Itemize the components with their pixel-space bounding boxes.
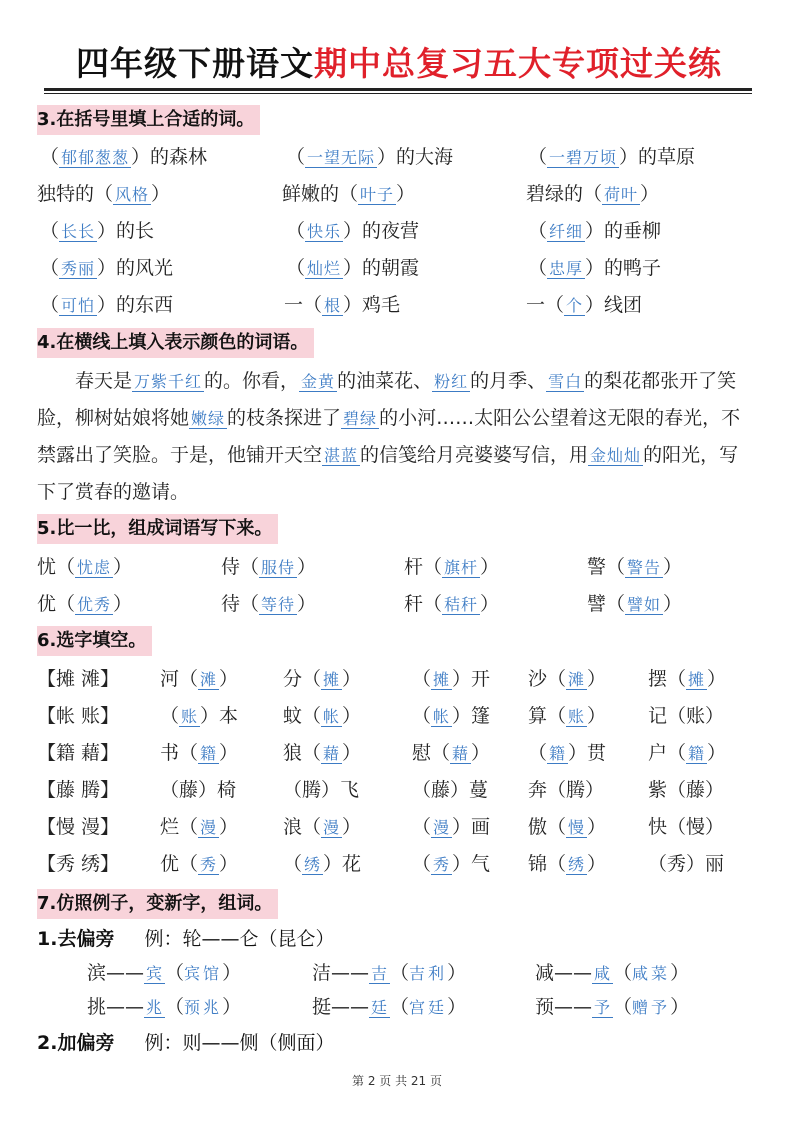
- item-prefix: （: [286, 146, 306, 168]
- item-prefix: 紫（藤）: [648, 779, 725, 801]
- item-prefix: 狼（: [283, 742, 322, 764]
- exercise-row: [0, 992, 794, 1022]
- answer-text: 快乐: [307, 222, 342, 241]
- fill-item: [528, 701, 606, 732]
- item-suffix: ）: [480, 593, 500, 615]
- fill-item: [40, 142, 207, 173]
- answer-text: 旗杆: [444, 558, 479, 577]
- exercise-row: [0, 849, 794, 879]
- item-prefix: 快（慢）: [648, 816, 725, 838]
- answer-text: 兆: [146, 998, 164, 1017]
- item-prefix: （: [40, 294, 60, 316]
- item-suffix: ）: [587, 705, 607, 727]
- fill-item: [648, 664, 726, 695]
- item-prefix: （: [40, 146, 60, 168]
- fill-item: [528, 849, 606, 880]
- fill-item: [286, 253, 419, 284]
- item-prefix: （: [412, 705, 432, 727]
- item-prefix: 譬（: [587, 593, 626, 615]
- answer-text: 等待: [261, 595, 296, 614]
- answer-text: 服侍: [261, 558, 296, 577]
- item-prefix: （秀）丽: [648, 853, 725, 875]
- subsection-label: 2.加偏旁: [37, 1032, 115, 1054]
- fill-item: [283, 775, 359, 805]
- item-suffix: ）: [219, 816, 239, 838]
- answer-text: 粉红: [434, 372, 469, 391]
- item-prefix: 傲（: [528, 816, 567, 838]
- exercise-row: [0, 179, 794, 209]
- item-text: （: [390, 962, 410, 984]
- fill-item: [412, 775, 488, 805]
- item-suffix: ）: [219, 742, 239, 764]
- exercise-row: [0, 589, 794, 619]
- item-suffix: ）画: [452, 816, 491, 838]
- fill-item: [648, 701, 724, 731]
- answer-text: 账: [568, 707, 586, 726]
- fill-item: [283, 738, 361, 769]
- fill-item: [283, 664, 361, 695]
- fill-item: [528, 775, 604, 805]
- fill-item: [283, 701, 361, 732]
- item-suffix: ）: [342, 742, 362, 764]
- item-prefix: 分（: [283, 668, 322, 690]
- item-suffix: ）: [342, 705, 362, 727]
- example-text: 例：则——侧（侧面）: [144, 1032, 335, 1054]
- item-suffix: ）鸡毛: [343, 294, 401, 316]
- item-prefix: （: [286, 257, 306, 279]
- section-3-heading: 3.在括号里填上合适的词。: [37, 105, 260, 135]
- item-prefix: 秆（: [404, 593, 443, 615]
- item-text: （: [390, 996, 410, 1018]
- item-prefix: 独特的（: [37, 183, 114, 205]
- item-suffix: ）: [396, 183, 416, 205]
- fill-item: [526, 290, 642, 321]
- fill-item: [528, 738, 606, 769]
- item-suffix: ）开: [452, 668, 491, 690]
- answer-text: 雪白: [548, 372, 583, 391]
- fill-item: [40, 216, 154, 247]
- answer-text: 摊: [323, 670, 341, 689]
- item-suffix: ）: [297, 593, 317, 615]
- item-text: 滨——: [87, 962, 145, 984]
- char-pair-label: [37, 701, 119, 731]
- exercise-row: [0, 253, 794, 283]
- item-prefix: 【秀 绣】: [37, 853, 120, 875]
- paragraph-text: 的油菜花、: [337, 370, 433, 392]
- item-text: ）: [670, 996, 690, 1018]
- fill-item: [648, 738, 726, 769]
- section-7-heading: 7.仿照例子，变新字，组词。: [37, 889, 278, 919]
- item-text: 挑——: [87, 996, 145, 1018]
- paragraph-text: 春天是: [75, 370, 133, 392]
- answer-text: 慢: [568, 818, 586, 837]
- fill-item: [283, 849, 361, 880]
- exercise-row: [0, 664, 794, 694]
- fill-item: [40, 290, 173, 321]
- item-text: ）: [447, 962, 467, 984]
- item-prefix: （: [412, 668, 432, 690]
- item-prefix: 沙（: [528, 668, 567, 690]
- item-suffix: ）花: [323, 853, 362, 875]
- example-text: 例：轮——仑（昆仑）: [144, 928, 335, 950]
- item-prefix: （: [528, 742, 548, 764]
- item-text: （: [613, 962, 633, 984]
- item-prefix: 书（: [160, 742, 199, 764]
- item-suffix: ）: [342, 668, 362, 690]
- paragraph-text: 的枝条探进了: [227, 407, 342, 429]
- item-prefix: 优（: [37, 593, 76, 615]
- item-prefix: （: [160, 705, 180, 727]
- exercise-row: [0, 142, 794, 172]
- item-suffix: ）本: [200, 705, 239, 727]
- answer-text: 绣: [304, 855, 322, 874]
- item-text: 减——: [535, 962, 593, 984]
- item-prefix: 浪（: [283, 816, 322, 838]
- fill-item: [412, 849, 490, 880]
- item-prefix: 一（: [526, 294, 565, 316]
- item-suffix: ）: [587, 668, 607, 690]
- fill-item: [587, 552, 682, 583]
- answer-text: 秸秆: [444, 595, 479, 614]
- item-text: （: [165, 996, 185, 1018]
- page-number: 第 2 页 共 21 页: [352, 1074, 442, 1088]
- item-prefix: 记（账）: [648, 705, 725, 727]
- item-prefix: （: [286, 220, 306, 242]
- char-pair-label: [37, 664, 119, 694]
- fill-item: [528, 216, 661, 247]
- char-pair-label: [37, 812, 119, 842]
- item-prefix: 慰（: [412, 742, 451, 764]
- item-prefix: （: [40, 220, 60, 242]
- answer-text: 万紫千红: [134, 372, 203, 391]
- answer-text: 可怕: [61, 296, 96, 315]
- char-transform-item: [312, 958, 466, 989]
- fill-item: [587, 589, 682, 620]
- exercise-row: [0, 552, 794, 582]
- section-5-heading: 5.比一比，组成词语写下来。: [37, 514, 278, 544]
- page-title: [44, 42, 754, 86]
- char-transform-item: [535, 992, 689, 1023]
- item-prefix: 【摊 滩】: [37, 668, 120, 690]
- exercise-row: [0, 812, 794, 842]
- answer-text: 湛蓝: [324, 446, 359, 465]
- answer-text: 灿烂: [307, 259, 342, 278]
- item-suffix: ）: [113, 593, 133, 615]
- item-suffix: ）: [113, 556, 133, 578]
- item-suffix: ）贯: [568, 742, 607, 764]
- item-prefix: （: [412, 816, 432, 838]
- fill-item: [648, 849, 724, 879]
- item-text: （: [165, 962, 185, 984]
- answer-text: 吉利: [409, 964, 448, 983]
- item-suffix: ）的鸭子: [585, 257, 662, 279]
- fill-item: [412, 812, 490, 843]
- fill-item: [648, 775, 724, 805]
- item-prefix: 【籍 藉】: [37, 742, 120, 764]
- answer-text: 藉: [452, 744, 470, 763]
- answer-text: 宾: [146, 964, 164, 983]
- item-text: 挺——: [312, 996, 370, 1018]
- answer-text: 账: [181, 707, 199, 726]
- item-prefix: 待（: [221, 593, 260, 615]
- char-transform-item: [87, 958, 241, 989]
- paragraph-text: 的阳光，写下了赏春的邀请。: [37, 444, 739, 503]
- item-suffix: ）篷: [452, 705, 491, 727]
- answer-text: 金灿灿: [590, 446, 642, 465]
- title-part-red: 期中总复习五大专项过关练: [314, 44, 722, 83]
- char-transform-item: [535, 958, 689, 989]
- fill-item: [283, 812, 361, 843]
- item-prefix: 碧绿的（: [526, 183, 603, 205]
- answer-text: 譬如: [627, 595, 662, 614]
- char-pair-label: [37, 775, 119, 805]
- answer-text: 秀: [433, 855, 451, 874]
- answer-text: 咸菜: [632, 964, 671, 983]
- fill-item: [160, 775, 236, 805]
- fill-item: [286, 216, 419, 247]
- answer-text: 宾馆: [184, 964, 223, 983]
- answer-text: 绣: [568, 855, 586, 874]
- answer-text: 碧绿: [343, 409, 378, 428]
- answer-text: 滩: [568, 670, 586, 689]
- answer-text: 摊: [688, 670, 706, 689]
- item-prefix: 优（: [160, 853, 199, 875]
- fill-item: [160, 812, 238, 843]
- item-prefix: 侍（: [221, 556, 260, 578]
- item-prefix: 蚊（: [283, 705, 322, 727]
- answer-text: 叶子: [360, 185, 395, 204]
- item-suffix: ）的朝霞: [343, 257, 420, 279]
- item-prefix: （: [283, 853, 303, 875]
- fill-item: [284, 290, 400, 321]
- item-suffix: ）: [640, 183, 660, 205]
- paragraph-text: 的信笺给月亮婆婆写信，用: [360, 444, 589, 466]
- fill-item: [160, 664, 238, 695]
- answer-text: 警告: [627, 558, 662, 577]
- answer-text: 漫: [200, 818, 218, 837]
- answer-text: 忠厚: [549, 259, 584, 278]
- answer-text: 一碧万顷: [549, 148, 618, 167]
- item-prefix: （腾）飞: [283, 779, 360, 801]
- exercise-row: [0, 958, 794, 988]
- item-prefix: 忧（: [37, 556, 76, 578]
- answer-text: 秀丽: [61, 259, 96, 278]
- item-prefix: （: [412, 853, 432, 875]
- item-prefix: 奔（腾）: [528, 779, 605, 801]
- paragraph-text: 的小河……太阳公公望着这无限的春光，不禁露出了笑脸。于是，他铺开天空: [37, 407, 741, 466]
- answer-text: 廷: [371, 998, 389, 1017]
- subsection-label: 1.去偏旁: [37, 928, 115, 950]
- exercise-row: [0, 701, 794, 731]
- answer-text: 籍: [688, 744, 706, 763]
- item-suffix: ）的夜营: [343, 220, 420, 242]
- answer-text: 郁郁葱葱: [61, 148, 130, 167]
- item-text: 洁——: [312, 962, 370, 984]
- item-suffix: ）: [587, 816, 607, 838]
- fill-item: [160, 701, 238, 732]
- item-suffix: ）线团: [585, 294, 643, 316]
- answer-text: 漫: [433, 818, 451, 837]
- item-suffix: ）: [471, 742, 491, 764]
- item-suffix: ）: [342, 816, 362, 838]
- answer-text: 个: [566, 296, 584, 315]
- fill-item: [286, 142, 453, 173]
- item-suffix: ）: [219, 668, 239, 690]
- item-suffix: ）的长: [97, 220, 155, 242]
- paragraph-text: 的。你看，: [204, 370, 300, 392]
- exercise-row: [0, 775, 794, 805]
- answer-text: 风格: [115, 185, 150, 204]
- exercise-row: [0, 216, 794, 246]
- fill-item: [412, 738, 490, 769]
- fill-item: [37, 552, 132, 583]
- answer-text: 忧虑: [77, 558, 112, 577]
- item-prefix: 【藤 腾】: [37, 779, 120, 801]
- paragraph-text: 的月季、: [470, 370, 547, 392]
- char-pair-label: [37, 849, 119, 879]
- fill-item: [528, 664, 606, 695]
- item-prefix: 杆（: [404, 556, 443, 578]
- answer-text: 预兆: [184, 998, 223, 1017]
- answer-text: 秀: [200, 855, 218, 874]
- fill-item: [221, 589, 316, 620]
- item-prefix: 锦（: [528, 853, 567, 875]
- item-prefix: 摆（: [648, 668, 687, 690]
- item-suffix: ）: [663, 593, 683, 615]
- item-prefix: 一（: [284, 294, 323, 316]
- item-suffix: ）: [663, 556, 683, 578]
- fill-item: [160, 738, 238, 769]
- fill-item: [282, 179, 415, 210]
- item-text: ）: [222, 996, 242, 1018]
- item-suffix: ）: [151, 183, 171, 205]
- answer-text: 予: [594, 998, 612, 1017]
- item-suffix: ）的东西: [97, 294, 174, 316]
- paragraph-text: 的梨花都张开了笑脸，柳树姑娘将她: [37, 370, 737, 429]
- item-suffix: ）: [480, 556, 500, 578]
- item-prefix: （: [528, 146, 548, 168]
- answer-text: 荷叶: [604, 185, 639, 204]
- answer-text: 帐: [433, 707, 451, 726]
- fill-item: [404, 589, 499, 620]
- item-suffix: ）: [297, 556, 317, 578]
- item-prefix: （: [40, 257, 60, 279]
- answer-text: 籍: [549, 744, 567, 763]
- item-prefix: 【帐 账】: [37, 705, 120, 727]
- item-prefix: 算（: [528, 705, 567, 727]
- answer-text: 摊: [433, 670, 451, 689]
- answer-text: 吉: [371, 964, 389, 983]
- answer-text: 籍: [200, 744, 218, 763]
- answer-text: 漫: [323, 818, 341, 837]
- fill-item: [221, 552, 316, 583]
- answer-text: 咸: [594, 964, 612, 983]
- answer-text: 宫廷: [409, 998, 448, 1017]
- item-suffix: ）: [707, 668, 727, 690]
- answer-text: 纤细: [549, 222, 584, 241]
- fill-item: [528, 142, 695, 173]
- item-suffix: ）: [587, 853, 607, 875]
- fill-item: [412, 701, 490, 732]
- subsection-add-radical: [37, 1028, 334, 1058]
- item-text: 预——: [535, 996, 593, 1018]
- exercise-row: [0, 290, 794, 320]
- item-suffix: ）的草原: [619, 146, 696, 168]
- item-prefix: 烂（: [160, 816, 199, 838]
- item-suffix: ）气: [452, 853, 491, 875]
- item-text: ）: [670, 962, 690, 984]
- fill-item: [404, 552, 499, 583]
- item-prefix: 河（: [160, 668, 199, 690]
- item-suffix: ）: [707, 742, 727, 764]
- exercise-row: [0, 738, 794, 768]
- fill-item: [37, 589, 132, 620]
- answer-text: 金黄: [301, 372, 336, 391]
- item-prefix: 鲜嫩的（: [282, 183, 359, 205]
- item-text: （: [613, 996, 633, 1018]
- title-underline-thin: [44, 93, 752, 94]
- answer-text: 优秀: [77, 595, 112, 614]
- item-prefix: 警（: [587, 556, 626, 578]
- section-6-heading: 6.选字填空。: [37, 626, 152, 656]
- fill-item: [526, 179, 659, 210]
- item-prefix: 户（: [648, 742, 687, 764]
- answer-text: 一望无际: [307, 148, 376, 167]
- fill-item: [528, 253, 661, 284]
- fill-item: [412, 664, 490, 695]
- item-text: ）: [447, 996, 467, 1018]
- color-paragraph: [37, 363, 757, 511]
- item-prefix: 【慢 漫】: [37, 816, 120, 838]
- answer-text: 赠予: [632, 998, 671, 1017]
- item-suffix: ）的大海: [377, 146, 454, 168]
- fill-item: [528, 812, 606, 843]
- item-suffix: ）的森林: [131, 146, 208, 168]
- item-text: ）: [222, 962, 242, 984]
- item-suffix: ）: [219, 853, 239, 875]
- title-part-black: 四年级下册语文: [76, 44, 314, 83]
- char-pair-label: [37, 738, 119, 768]
- section-4-heading: 4.在横线上填入表示颜色的词语。: [37, 328, 314, 358]
- item-prefix: （藤）椅: [160, 779, 237, 801]
- fill-item: [160, 849, 238, 880]
- item-prefix: （: [528, 220, 548, 242]
- char-transform-item: [87, 992, 241, 1023]
- fill-item: [37, 179, 170, 210]
- char-transform-item: [312, 992, 466, 1023]
- answer-text: 长长: [61, 222, 96, 241]
- title-underline-thick: [44, 88, 752, 91]
- item-prefix: （藤）蔓: [412, 779, 489, 801]
- answer-text: 滩: [200, 670, 218, 689]
- answer-text: 根: [324, 296, 342, 315]
- item-suffix: ）的风光: [97, 257, 174, 279]
- item-suffix: ）的垂柳: [585, 220, 662, 242]
- answer-text: 藉: [323, 744, 341, 763]
- item-prefix: （: [528, 257, 548, 279]
- subsection-remove-radical: [37, 924, 334, 954]
- fill-item: [40, 253, 173, 284]
- answer-text: 帐: [323, 707, 341, 726]
- answer-text: 嫩绿: [191, 409, 226, 428]
- fill-item: [648, 812, 724, 842]
